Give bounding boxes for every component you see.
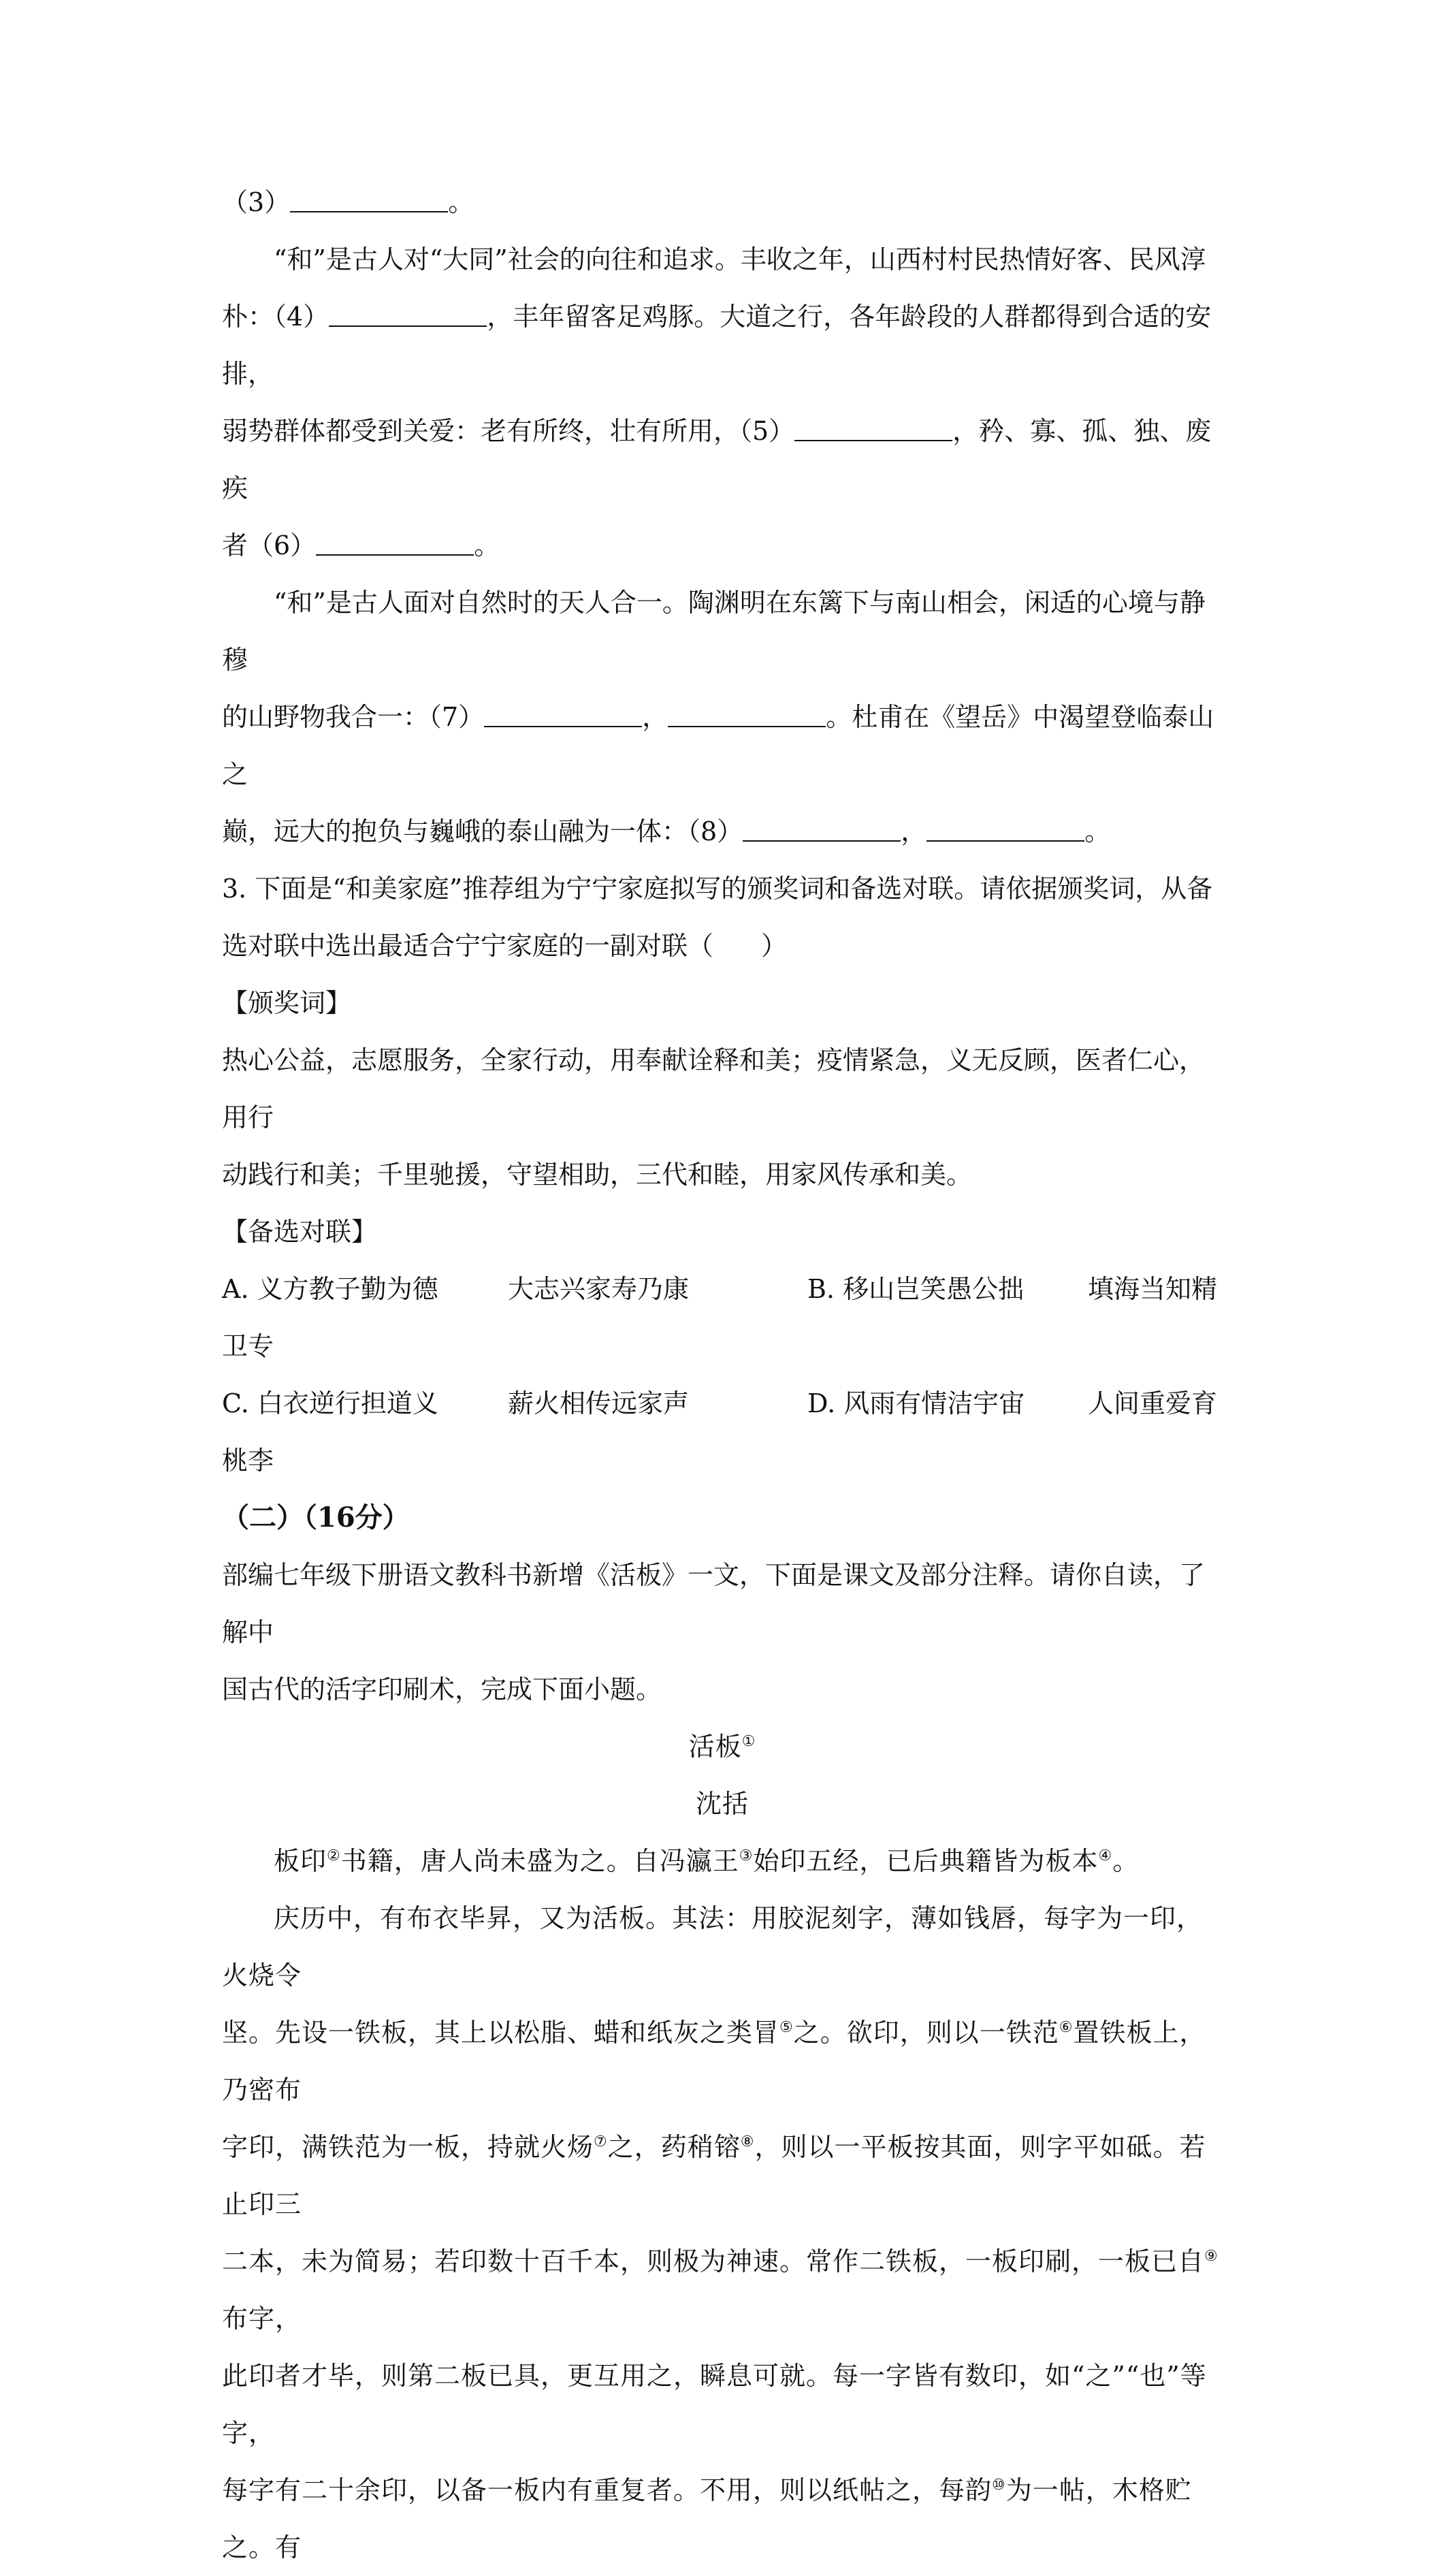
option-b-lower: 填海当知精 [1088,1274,1218,1304]
couplet-heading: 【备选对联】 [222,1217,378,1247]
option-d-wrap: 桃李 [222,1446,274,1476]
text-author: 沈括 [695,1789,749,1819]
text-para2-line1: 庆历中，有布衣毕昇，又为活板。其法：用胶泥刻字，薄如钱唇，每字为一印，火烧令 [222,1903,1204,1990]
answer-blank-3[interactable] [290,188,448,212]
text-para2-line4: 二本，未为简易；若印数十百千本，则极为神速。常作二铁板，一板印刷，一板已自⑨布字， [222,2246,1219,2334]
q2-para1-line2: 朴：（4） ，丰年留客足鸡豚。大道之行，各年龄段的人群都得到合适的安排， [222,302,1212,389]
exam-page [222,174,1223,2576]
footnote-7[interactable]: ⑦ [594,2133,608,2150]
answer-blank-8a[interactable] [743,817,901,842]
q2-para2-line3: 巅，远大的抱负与巍峨的泰山融为一体：（8） ， 。 [222,816,1111,846]
q3-stem-line2: 选对联中选出最适合宁宁家庭的一副对联（ ） [222,931,788,961]
q2-para2-line2: 的山野物我合一：（7） ， 。杜甫在《望岳》中渴望登临泰山之 [222,702,1214,789]
part2-intro-line2: 国古代的活字印刷术，完成下面小题。 [222,1674,662,1704]
footnote-9[interactable]: ⑨ [1204,2248,1219,2265]
footnote-10[interactable]: ⑩ [992,2477,1006,2494]
text-para2-line3: 字印，满铁范为一板，持就火炀⑦之，药稍镕⑧，则以一平板按其面，则字平如砥。若止印三 [222,2132,1206,2219]
answer-blank-8b[interactable] [926,817,1084,842]
text-para2-line2: 坚。先设一铁板，其上以松脂、蜡和纸灰之类冒⑤之。欲印，则以一铁范⑥置铁板上，乃密布 [222,2018,1206,2105]
q2-para1-line3: 弱势群体都受到关爱：老有所终，壮有所用，（5） ，矜、寡、孤、独、废疾 [222,416,1212,503]
q3-stem-line1: 3. 下面是“和美家庭”推荐组为宁宁家庭拟写的颁奖词和备选对联。请依据颁奖词，从备 [222,874,1213,904]
award-line1: 热心公益，志愿服务，全家行动，用奉献诠释和美；疫情紧急，义无反顾，医者仁心，用行 [222,1045,1206,1132]
text-para2-line6: 每字有二十余印，以备一板内有重复者。不用，则以纸帖之，每韵⑩为一帖，木格贮之。有 [222,2475,1192,2562]
answer-blank-4[interactable] [329,302,487,327]
option-row-cd [222,1375,1223,1432]
award-line2: 动践行和美；千里驰援，守望相助，三代和睦，用家风传承和美。 [222,1160,973,1190]
footnote-5[interactable]: ⑤ [779,2019,794,2036]
part2-intro-line1: 部编七年级下册语文教科书新增《活板》一文，下面是课文及部分注释。请你自读，了解中 [222,1560,1206,1647]
option-c-lower: 薪火相传远家声 [508,1388,690,1418]
section-heading: （二）（16分） [222,1501,410,1533]
footnote-6[interactable]: ⑥ [1059,2019,1074,2036]
option-d-upper[interactable]: D. 风雨有情洁宇宙 [807,1388,1025,1418]
text-para2-line5: 此印者才毕，则第二板已具，更互用之，瞬息可就。每一字皆有数印，如“之”“也”等字， [222,2361,1207,2448]
option-a-upper[interactable]: A. 义方教子勤为德 [222,1274,438,1304]
text-para1: 板印②书籍，唐人尚未盛为之。自冯瀛王③始印五经，已后典籍皆为板本④。 [274,1846,1140,1876]
q2-para2-line1: “和”是古人面对自然时的天人合一。陶渊明在东篱下与南山相会，闲适的心境与静穆 [222,588,1206,675]
footnote-4[interactable]: ④ [1098,1847,1113,1864]
footnote-3[interactable]: ③ [739,1847,754,1864]
q2-para1-line4: 者（6） 。 [222,530,500,560]
text-title: 活板① [688,1732,756,1762]
footnote-2[interactable]: ② [327,1847,341,1864]
option-row-ab [222,1260,1223,1318]
answer-blank-5[interactable] [794,417,952,441]
answer-blank-7b[interactable] [668,703,826,727]
q2-para1-line1: “和”是古人对“大同”社会的向往和追求。丰收之年，山西村村民热情好客、民风淳 [274,244,1206,274]
option-b-wrap: 卫专 [222,1331,274,1361]
option-d-lower: 人间重爱育 [1088,1388,1218,1418]
option-b-upper[interactable]: B. 移山岂笑愚公拙 [807,1274,1025,1304]
footnote-8[interactable]: ⑧ [740,2133,755,2150]
answer-blank-7a[interactable] [484,703,642,727]
option-c-upper[interactable]: C. 白衣逆行担道义 [222,1388,438,1418]
award-heading: 【颁奖词】 [222,988,352,1018]
option-a-lower: 大志兴家寿乃康 [508,1274,690,1304]
answer-blank-6[interactable] [316,531,474,556]
classical-text [222,1718,1223,2576]
q2-item3: （3） 。 [222,187,474,217]
footnote-1[interactable]: ① [741,1733,756,1750]
